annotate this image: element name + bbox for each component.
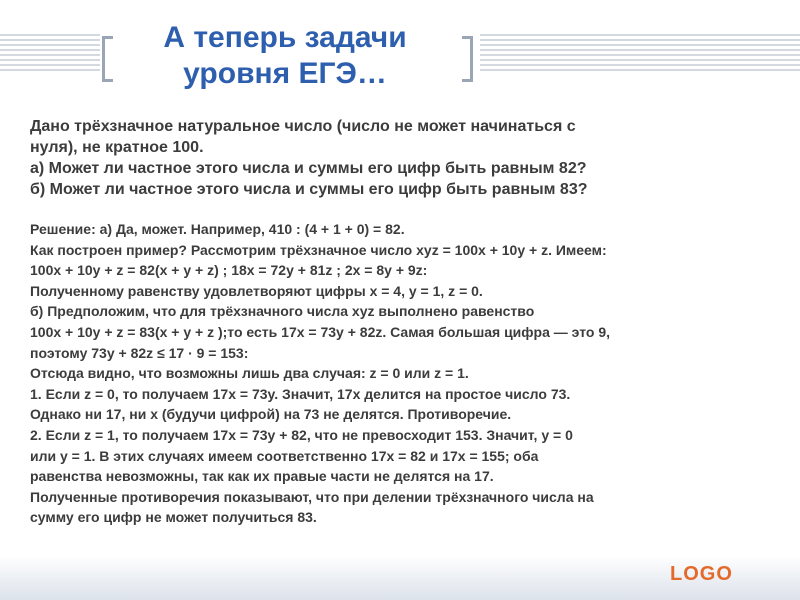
solution-line: Как построен пример? Рассмотрим трёхзначное число xyz = 100x + 10y + z. Имеем: (30, 241, 607, 258)
task-line: а) Может ли частное этого числа и суммы его цифр быть равным 82? (30, 160, 587, 177)
slide-title-line2: уровня ЕГЭ… (183, 57, 387, 90)
logo: LOGO (670, 563, 733, 585)
solution-line: или y = 1. В этих случаях имеем соответственно 17x = 82 и 17x = 155; оба (30, 447, 539, 464)
solution-line: Отсюда видно, что возможны лишь два случая: z = 0 или z = 1. (30, 365, 469, 382)
slide-title-line1: А теперь задачи (163, 21, 407, 54)
solution-text (30, 219, 775, 528)
solution-line: 2. Если z = 1, то получаем 17x = 73y + 82, что не превосходит 153. Значит, y = 0 (30, 426, 573, 443)
solution-line: 100x + 10y + z = 83(x + y + z );то есть 17x = 73y + 82z. Самая большая цифра — это 9, (30, 323, 610, 340)
solution-line: Однако ни 17, ни x (будучи цифрой) на 73 не делятся. Противоречие. (30, 406, 512, 423)
solution-line: равенства невозможны, так как их правые части не делятся на 17. (30, 468, 494, 485)
solution-line: Полученные противоречия показывают, что при делении трёхзначного числа на (30, 488, 594, 505)
solution-line: сумму его цифр не может получиться 83. (30, 509, 317, 526)
solution-line: 1. Если z = 0, то получаем 17x = 73y. Значит, 17x делится на простое число 73. (30, 385, 571, 402)
task-statement (30, 116, 770, 200)
solution-line: б) Предположим, что для трёхзначного числа xyz выполнено равенство (30, 303, 535, 320)
right-bracket-decoration (462, 36, 473, 82)
slide-title (120, 20, 450, 92)
header-stripes-left (0, 34, 100, 74)
left-bracket-decoration (102, 36, 113, 82)
solution-line: Решение: а) Да, может. Например, 410 : (4 + 1 + 0) = 82. (30, 221, 405, 237)
solution-line: поэтому 73y + 82z ≤ 17 · 9 = 153: (30, 344, 249, 361)
header-stripes-right (480, 34, 800, 74)
task-line: нуля), не кратное 100. (30, 139, 204, 156)
task-line: б) Может ли частное этого числа и суммы его цифр быть равным 83? (30, 181, 588, 198)
solution-line: Полученному равенству удовлетворяют цифры x = 4, y = 1, z = 0. (30, 282, 483, 299)
solution-line: 100x + 10y + z = 82(x + y + z) ; 18x = 72y + 81z ; 2x = 8y + 9z: (30, 262, 428, 279)
task-line: Дано трёхзначное натуральное число (число не может начинаться с (30, 118, 576, 135)
